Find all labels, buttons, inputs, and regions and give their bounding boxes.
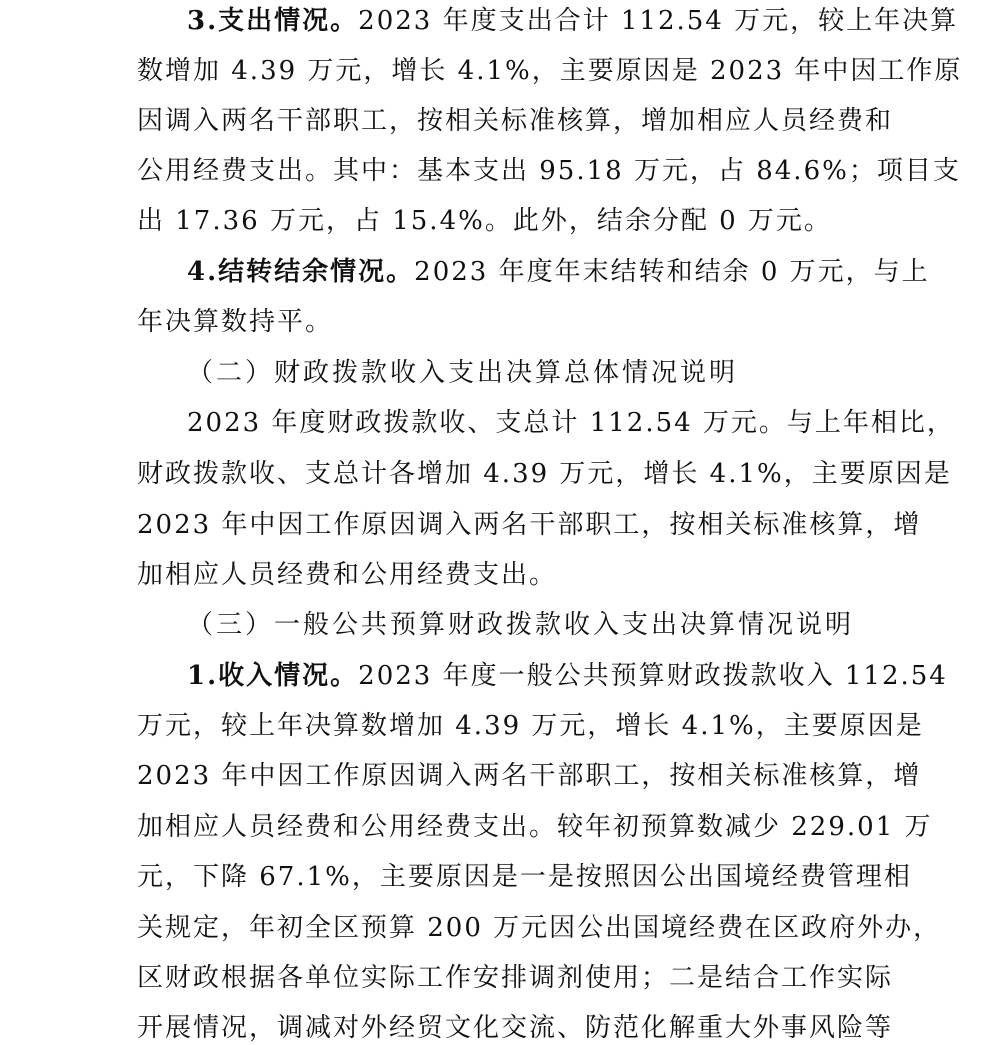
line-text: 2023 年度支出合计 112.54 万元，较上年决算 <box>358 6 959 36</box>
paragraph-line <box>137 508 922 542</box>
line-text: 年决算数持平。 <box>137 307 334 337</box>
paragraph-line <box>137 305 877 339</box>
line-text: 开展情况，调减对外经贸文化交流、防范化解重大外事风险等 <box>137 1013 894 1043</box>
line-text: 2023 年度年末结转和结余 0 万元，与上 <box>414 257 930 287</box>
line-text: 加相应人员经费和公用经费支出。 <box>137 560 558 590</box>
line-text: 2023 年中因工作原因调入两名干部职工，按相关标准核算，增 <box>137 510 922 540</box>
paragraph-line <box>137 104 894 138</box>
paragraph-line <box>187 255 930 289</box>
paragraph-line <box>137 860 912 894</box>
paragraph-line <box>137 709 924 743</box>
paragraph-line <box>137 204 877 238</box>
heading-text: （三）一般公共预算财政拨款收入支出决算情况说明 <box>187 610 855 640</box>
section-lead: 4.结转结余情况。 <box>187 257 415 287</box>
line-text: 元，下降 67.1%，主要原因是一是按照因公出国境经费管理相 <box>137 862 912 892</box>
heading-text: （二）财政拨款收入支出决算总体情况说明 <box>187 358 739 388</box>
paragraph-line <box>137 911 942 945</box>
line-text: 出 17.36 万元，占 15.4%。此外，结余分配 0 万元。 <box>137 206 832 236</box>
line-text: 加相应人员经费和公用经费支出。较年初预算数减少 229.01 万 <box>137 812 933 842</box>
paragraph-line <box>137 54 963 88</box>
paragraph-line <box>187 4 959 38</box>
section-heading <box>187 356 877 390</box>
paragraph-line <box>137 558 877 592</box>
line-text: 万元，较上年决算数增加 4.39 万元，增长 4.1%，主要原因是 <box>137 711 924 741</box>
paragraph-line <box>137 759 922 793</box>
line-text: 关规定，年初全区预算 200 万元因公出国境经费在区政府外办， <box>137 913 942 943</box>
line-text: 因调入两名干部职工，按相关标准核算，增加相应人员经费和 <box>137 106 894 136</box>
paragraph-line <box>137 1011 894 1045</box>
section-heading <box>187 608 877 642</box>
section-lead: 3.支出情况。 <box>187 6 359 36</box>
line-text: 公用经费支出。其中：基本支出 95.18 万元，占 84.6%；项目支 <box>137 156 961 186</box>
paragraph-line <box>137 810 933 844</box>
line-text: 财政拨款收、支总计各增加 4.39 万元，增长 4.1%，主要原因是 <box>137 459 952 489</box>
line-text: 数增加 4.39 万元，增长 4.1%，主要原因是 2023 年中因工作原 <box>137 56 963 86</box>
line-text: 2023 年度财政拨款收、支总计 112.54 万元。与上年相比， <box>187 408 955 438</box>
line-text: 2023 年中因工作原因调入两名干部职工，按相关标准核算，增 <box>137 761 922 791</box>
line-text: 2023 年度一般公共预算财政拨款收入 112.54 <box>358 661 948 691</box>
paragraph-line <box>137 961 894 995</box>
section-lead: 1.收入情况。 <box>187 661 359 691</box>
paragraph-line <box>187 659 948 693</box>
paragraph-line <box>137 457 952 491</box>
line-text: 区财政根据各单位实际工作安排调剂使用；二是结合工作实际 <box>137 963 894 993</box>
paragraph-line <box>137 154 961 188</box>
paragraph-line <box>187 406 955 440</box>
